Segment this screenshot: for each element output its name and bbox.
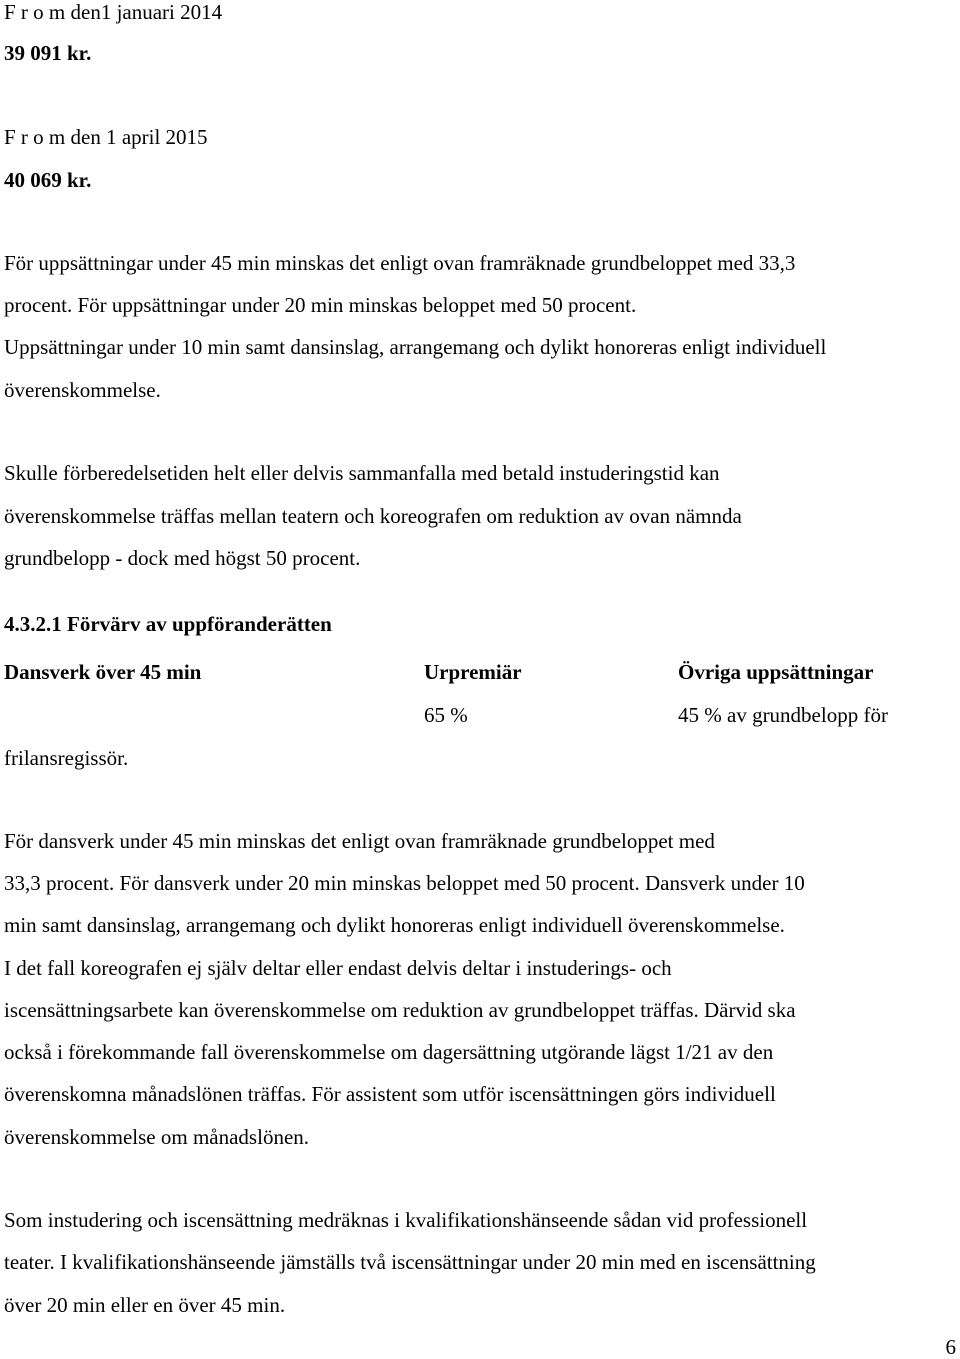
paragraph-4-line: teater. I kvalifikationshänseende jämställs två iscensättningar under 20 min med en iscensättning xyxy=(4,1250,816,1274)
urpremiar-value: 65 % xyxy=(424,703,468,727)
rate-1-amount: 39 091 kr. xyxy=(4,41,92,65)
paragraph-1-line: procent. För uppsättningar under 20 min minskas beloppet med 50 procent. xyxy=(4,293,637,317)
rate-2-amount: 40 069 kr. xyxy=(4,168,92,192)
paragraph-1-line: överenskommelse. xyxy=(4,378,161,402)
rate-2-label: F r o m den 1 april 2015 xyxy=(4,125,208,149)
section-heading: 4.3.2.1 Förvärv av uppföranderätten xyxy=(4,612,332,636)
table-continuation: frilansregissör. xyxy=(4,746,129,770)
table-header-urpremiar: Urpremiär xyxy=(424,660,522,684)
paragraph-4-line: över 20 min eller en över 45 min. xyxy=(4,1293,286,1317)
ovriga-value: 45 % av grundbelopp för xyxy=(678,703,888,727)
table-header-ovriga: Övriga uppsättningar xyxy=(678,660,874,684)
paragraph-2-line: grundbelopp - dock med högst 50 procent. xyxy=(4,546,361,570)
paragraph-3-line: För dansverk under 45 min minskas det enligt ovan framräknade grundbeloppet med xyxy=(4,829,715,853)
table-header-dansverk: Dansverk över 45 min xyxy=(4,660,202,684)
paragraph-3-line: överenskomna månadslönen träffas. För assistent som utför iscensättningen görs individuell xyxy=(4,1082,776,1106)
paragraph-1-line: För uppsättningar under 45 min minskas det enligt ovan framräknade grundbeloppet med 33,3 xyxy=(4,251,796,275)
paragraph-4-line: Som instudering och iscensättning medräknas i kvalifikationshänseende sådan vid professionell xyxy=(4,1208,808,1232)
paragraph-3-line: min samt dansinslag, arrangemang och dylikt honoreras enligt individuell överenskommelse. xyxy=(4,913,785,937)
paragraph-2-line: Skulle förberedelsetiden helt eller delvis sammanfalla med betald instuderingstid kan xyxy=(4,461,720,485)
paragraph-3-line: också i förekommande fall överenskommelse om dagersättning utgörande lägst 1/21 av den xyxy=(4,1040,774,1064)
paragraph-1-line: Uppsättningar under 10 min samt dansinslag, arrangemang och dylikt honoreras enligt individuell xyxy=(4,335,827,359)
paragraph-3-line: iscensättningsarbete kan överenskommelse om reduktion av grundbeloppet träffas. Därvid ska xyxy=(4,998,796,1022)
paragraph-3-line: I det fall koreografen ej själv deltar eller endast delvis deltar i instuderings- och xyxy=(4,956,672,980)
page-number: 6 xyxy=(945,1335,956,1359)
paragraph-3-line: överenskommelse om månadslönen. xyxy=(4,1125,310,1149)
rate-1-label: F r o m den1 januari 2014 xyxy=(4,0,223,24)
paragraph-2-line: överenskommelse träffas mellan teatern och koreografen om reduktion av ovan nämnda xyxy=(4,504,742,528)
paragraph-3-line: 33,3 procent. För dansverk under 20 min minskas beloppet med 50 procent. Dansverk under 10 xyxy=(4,871,805,895)
